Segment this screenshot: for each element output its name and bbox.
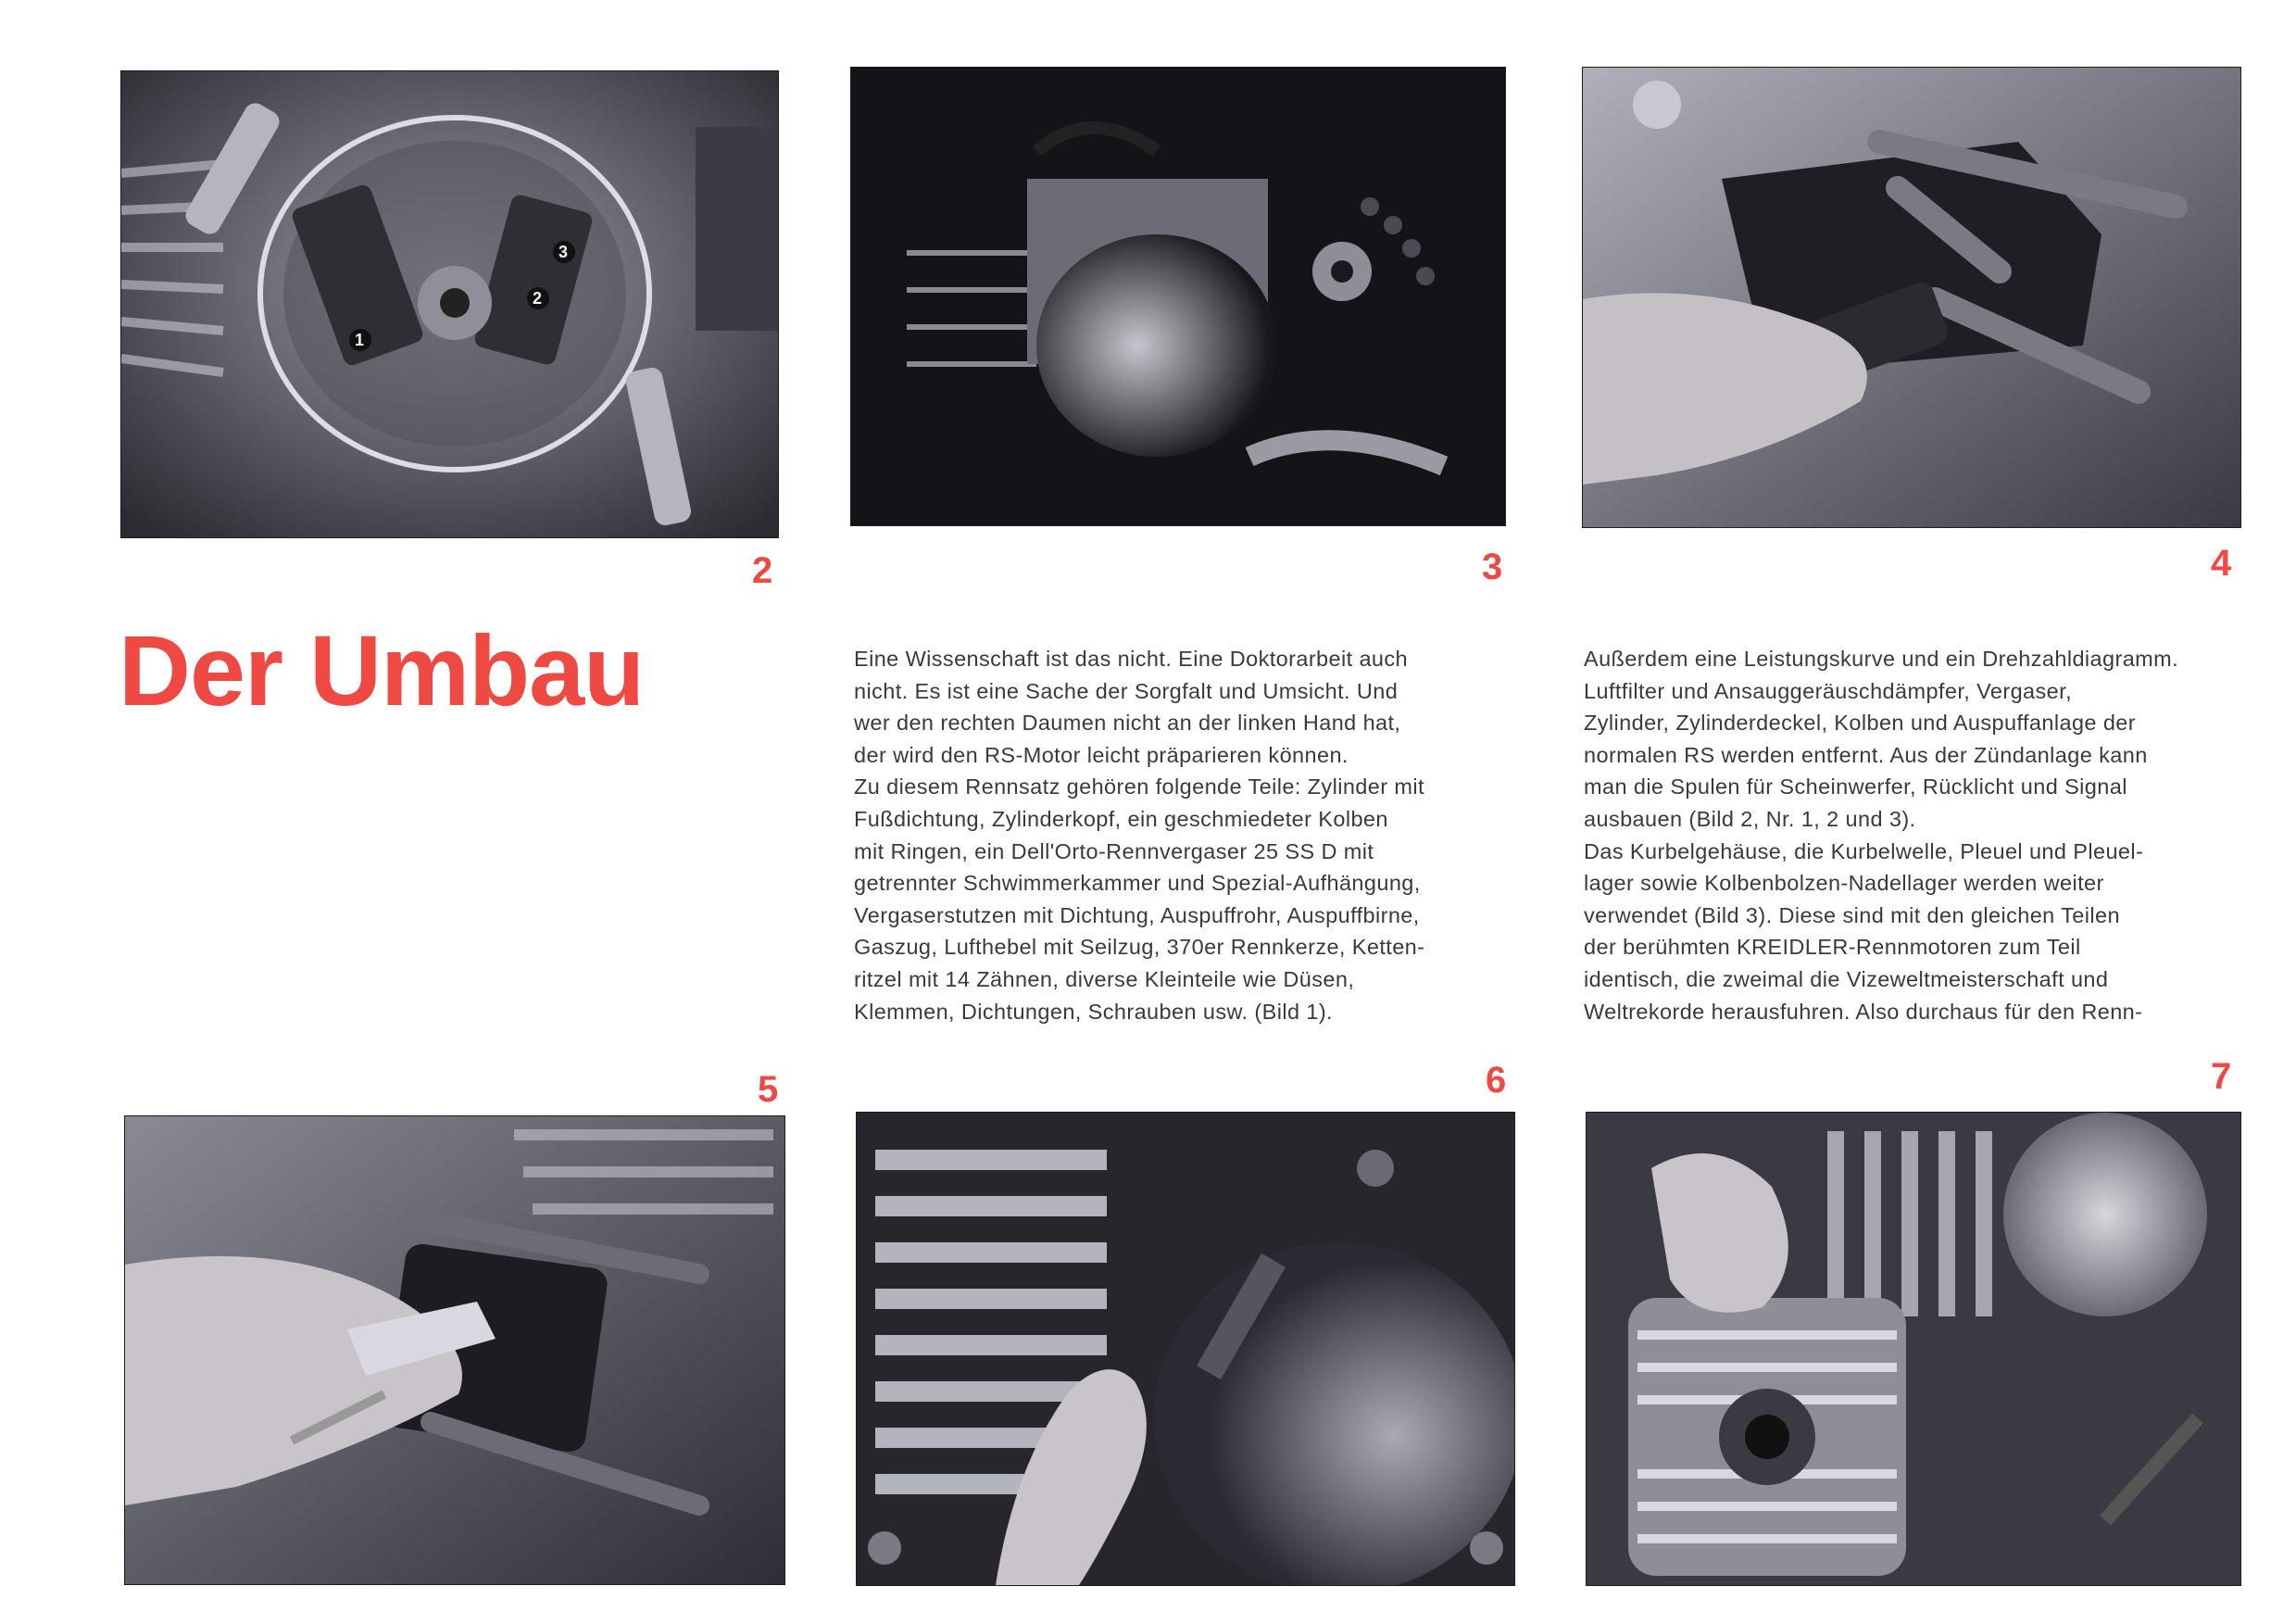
text-line: Klemmen, Dichtungen, Schrauben usw. (Bild 1). <box>854 999 1333 1024</box>
figure-number-5: 5 <box>758 1069 779 1110</box>
text-line: wer den rechten Daumen nicht an der linken Hand hat, <box>854 711 1401 736</box>
photo-figure-5 <box>124 1115 785 1585</box>
figure-number-3: 3 <box>1482 547 1503 587</box>
text-line: Gaszug, Lufthebel mit Seilzug, 370er Rennkerze, Ketten- <box>854 935 1425 960</box>
coil-label-1: 1 <box>355 331 365 349</box>
text-line: Vergaserstutzen mit Dichtung, Auspuffrohr, Auspuffbirne, <box>854 902 1420 927</box>
photo-figure-3 <box>850 67 1506 526</box>
text-line: getrennter Schwimmerkammer und Spezial-Aufhängung, <box>854 871 1421 896</box>
article-title: Der Umbau <box>119 614 645 726</box>
photo-figure-4 <box>1582 67 2241 528</box>
text-line: normalen RS werden entfernt. Aus der Zündanlage kann <box>1584 742 2148 767</box>
text-line: Zu diesem Rennsatz gehören folgende Teile: Zylinder mit <box>854 774 1424 799</box>
text-line: verwendet (Bild 3). Diese sind mit den gleichen Teilen <box>1584 902 2120 927</box>
photo-figure-7 <box>1586 1112 2241 1586</box>
text-line: Zylinder, Zylinderdeckel, Kolben und Auspuffanlage der <box>1584 711 2136 736</box>
text-line: identisch, die zweimal die Vizeweltmeisterschaft und <box>1584 966 2109 991</box>
text-line: Fußdichtung, Zylinderkopf, ein geschmiedeter Kolben <box>854 806 1388 831</box>
figure-number-4: 4 <box>2211 543 2232 584</box>
text-line: der berühmten KREIDLER-Rennmotoren zum Teil <box>1584 935 2081 960</box>
coil-label-2: 2 <box>533 289 543 308</box>
text-line: Weltrekorde herausfuhren. Also durchaus für den Renn- <box>1584 999 2143 1024</box>
figure-number-2: 2 <box>752 550 773 591</box>
text-line: nicht. Es ist eine Sache der Sorgfalt und Umsicht. Und <box>854 678 1399 703</box>
text-line: Außerdem eine Leistungskurve und ein Drehzahldiagramm. <box>1584 647 2179 671</box>
text-line: Eine Wissenschaft ist das nicht. Eine Doktorarbeit auch <box>854 647 1409 671</box>
text-line: ritzel mit 14 Zähnen, diverse Kleinteile wie Düsen, <box>854 966 1355 991</box>
figure-number-7: 7 <box>2211 1056 2232 1097</box>
text-line: mit Ringen, ein Dell'Orto-Rennvergaser 25 SS D mit <box>854 838 1374 863</box>
text-line: Luftfilter und Ansauggeräuschdämpfer, Vergaser, <box>1584 678 2072 703</box>
text-line: man die Spulen für Scheinwerfer, Rücklicht und Signal <box>1584 774 2127 799</box>
text-line: lager sowie Kolbenbolzen-Nadellager werden weiter <box>1584 871 2104 896</box>
figure-number-6: 6 <box>1486 1060 1507 1101</box>
text-line: ausbauen (Bild 2, Nr. 1, 2 und 3). <box>1584 806 1916 831</box>
text-line: Das Kurbelgehäuse, die Kurbelwelle, Pleuel und Pleuel- <box>1584 838 2144 863</box>
text-line: der wird den RS-Motor leicht präparieren können. <box>854 742 1349 767</box>
photo-figure-6 <box>856 1112 1515 1586</box>
body-text-column-2 <box>1584 643 2260 1027</box>
photo-figure-2 <box>120 70 779 538</box>
body-text-column-1 <box>854 643 1530 1027</box>
coil-label-3: 3 <box>558 243 569 261</box>
